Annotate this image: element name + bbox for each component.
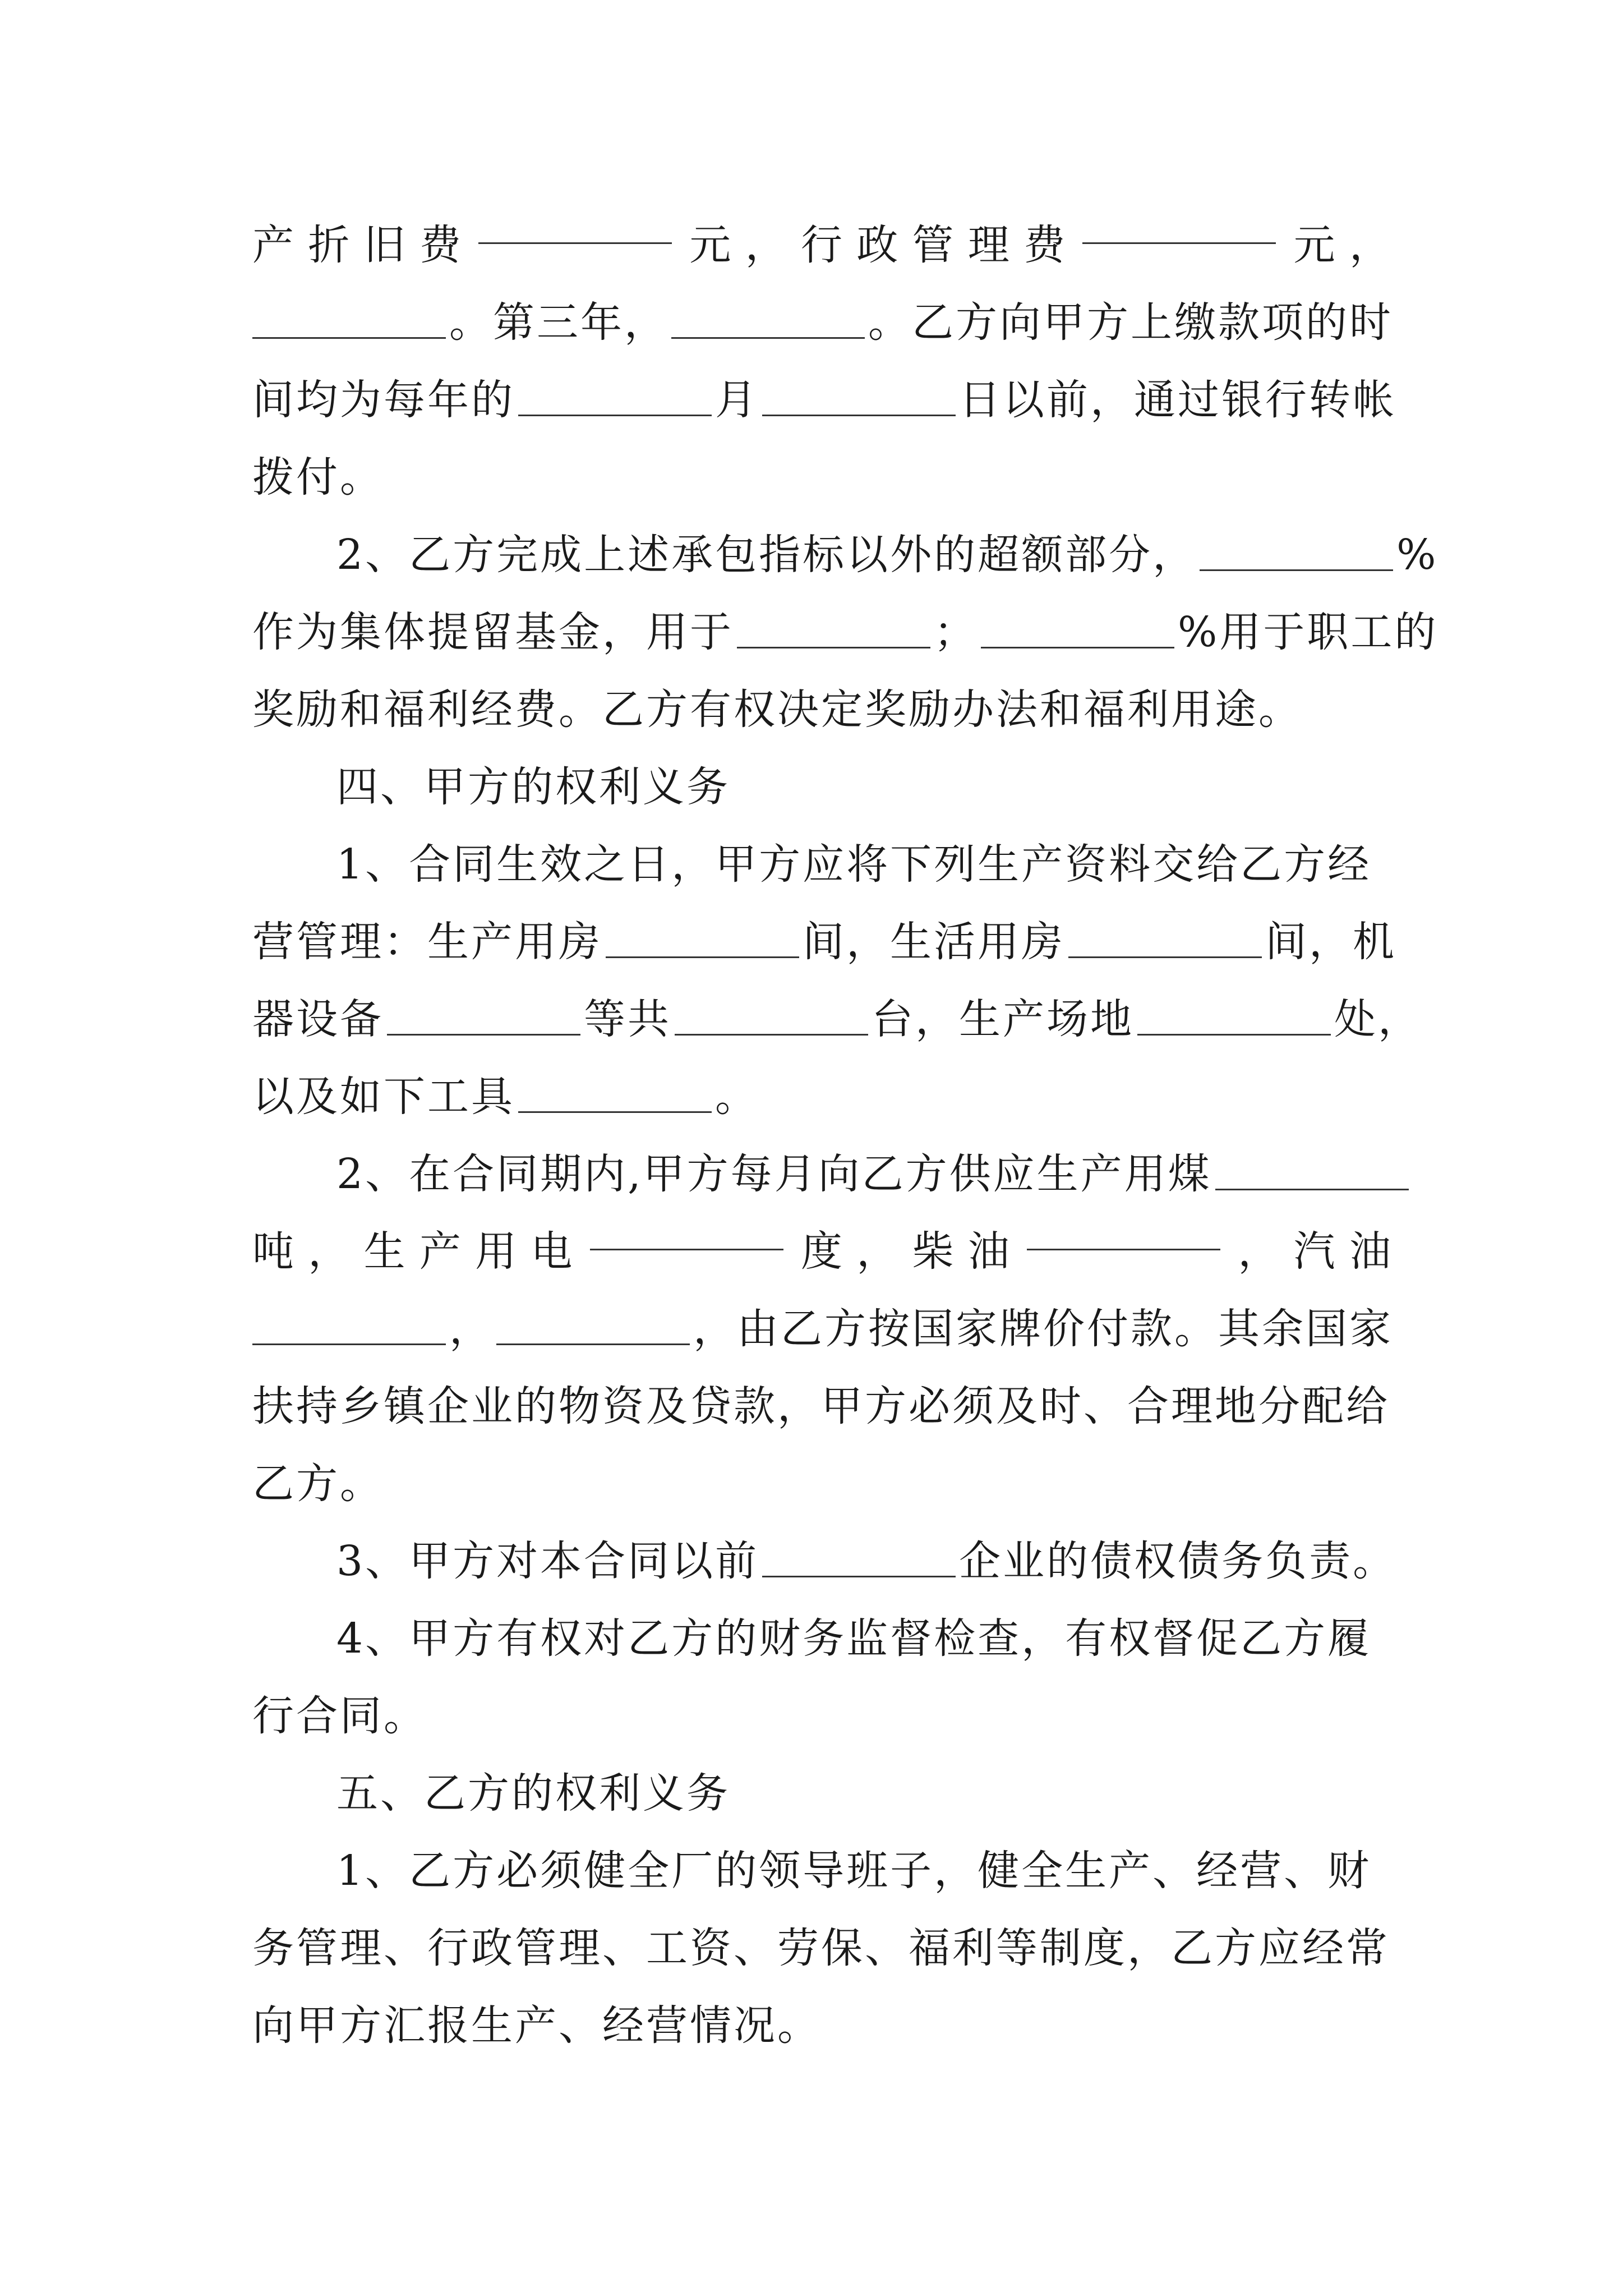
text: 。乙方向甲方上缴款项的时	[868, 298, 1393, 347]
p7-line3	[252, 1987, 1391, 2064]
fill-blank[interactable]	[1200, 536, 1393, 571]
text: 元	[689, 221, 731, 269]
text: ，	[449, 1305, 493, 1353]
text: 器设备	[252, 995, 384, 1043]
p2-line3	[252, 671, 1391, 748]
fill-blank[interactable]	[1027, 1215, 1220, 1250]
text: 间均为每年的	[252, 376, 515, 424]
text: 产	[252, 221, 294, 269]
section-heading-5	[252, 1755, 1391, 1832]
text: 等共	[584, 995, 671, 1043]
text: 生	[363, 1227, 405, 1276]
text: ，由乙方按国家牌价付款。其余国家	[693, 1305, 1393, 1353]
text: 月	[715, 376, 759, 424]
text: ；	[934, 608, 978, 656]
p3-line1	[252, 826, 1391, 903]
heading-text: 五、乙方的权利义务	[336, 1769, 730, 1818]
fill-blank[interactable]	[496, 1310, 690, 1345]
fill-blank[interactable]	[762, 381, 956, 416]
fill-blank[interactable]	[387, 1000, 580, 1036]
text: 扶持乡镇企业的物资及贷款，甲方必须及时、合理地分配给	[252, 1382, 1390, 1430]
p1-line3	[252, 361, 1396, 439]
fill-blank[interactable]	[1215, 1155, 1409, 1190]
document-body	[252, 206, 1438, 2064]
text: 向甲方汇报生产、经营情况。	[252, 2001, 821, 2050]
text: 处，	[1334, 995, 1422, 1043]
p3-line4	[252, 1058, 1391, 1135]
text: 以及如下工具	[252, 1073, 515, 1121]
text: ，	[1349, 221, 1391, 269]
text: 费	[1023, 221, 1066, 269]
text: 油	[967, 1227, 1009, 1276]
text: 吨	[252, 1227, 294, 1276]
text: 度	[800, 1227, 842, 1276]
fill-blank[interactable]	[762, 1542, 956, 1577]
p4-line5	[252, 1445, 1391, 1522]
text: 柴	[912, 1227, 954, 1276]
fill-blank[interactable]	[606, 923, 799, 958]
p6-line2	[252, 1677, 1391, 1755]
fill-blank[interactable]	[252, 1310, 446, 1345]
text: 台，生产场地	[872, 995, 1134, 1043]
p4-line2	[252, 1213, 1391, 1290]
text: 间，机	[1265, 918, 1396, 966]
fill-blank[interactable]	[478, 209, 672, 244]
fill-blank[interactable]	[252, 303, 446, 339]
fill-blank[interactable]	[590, 1215, 783, 1250]
text: 理	[967, 221, 1009, 269]
text: 行	[800, 221, 842, 269]
text: 。	[715, 1073, 759, 1121]
text: 费	[419, 221, 461, 269]
text: ，	[308, 1227, 350, 1276]
text: 元	[1293, 221, 1335, 269]
fill-blank[interactable]	[1137, 1000, 1331, 1036]
p4-line1	[252, 1135, 1391, 1213]
p6-line1	[252, 1600, 1391, 1677]
text: 企业的债权债务负责。	[959, 1537, 1397, 1585]
fill-blank[interactable]	[518, 381, 712, 416]
section-heading-4	[252, 748, 1391, 826]
p1-line1	[252, 206, 1391, 284]
text: %	[1396, 531, 1438, 579]
text: 。第三年，	[449, 298, 668, 347]
fill-blank[interactable]	[671, 303, 865, 339]
p4-line3	[252, 1290, 1391, 1368]
text: 管	[912, 221, 954, 269]
fill-blank[interactable]	[1082, 209, 1276, 244]
text: 1、乙方必须健全厂的领导班子，健全生产、经营、财	[336, 1847, 1372, 1895]
text: 务管理、行政管理、工资、劳保、福利等制度，乙方应经常	[252, 1924, 1390, 1972]
text: ，	[1238, 1227, 1280, 1276]
p3-line3	[252, 981, 1422, 1058]
p7-line2	[252, 1910, 1391, 1987]
p1-line2	[252, 284, 1391, 361]
text: 汽	[1293, 1227, 1335, 1276]
text: 2、乙方完成上述承包指标以外的超额部分，	[336, 531, 1197, 579]
text: 电	[531, 1227, 573, 1276]
fill-blank[interactable]	[675, 1000, 868, 1036]
text: 3、甲方对本合同以前	[336, 1537, 759, 1585]
text: 1、合同生效之日，甲方应将下列生产资料交给乙方经	[336, 840, 1372, 889]
p7-line1	[252, 1832, 1391, 1910]
text: 4、甲方有权对乙方的财务监督检查，有权督促乙方履	[336, 1614, 1372, 1663]
text: 用	[475, 1227, 517, 1276]
text: ，	[745, 221, 787, 269]
text: %用于职工的	[1178, 608, 1438, 656]
text: 奖励和福利经费。乙方有权决定奖励办法和福利用途。	[252, 685, 1302, 734]
text: 行合同。	[252, 1692, 427, 1740]
p2-line2	[252, 593, 1438, 671]
text: 间，生活用房	[803, 918, 1065, 966]
fill-blank[interactable]	[981, 613, 1174, 648]
text: 日以前，通过银行转帐	[959, 376, 1396, 424]
text: 油	[1349, 1227, 1391, 1276]
text: 营管理：生产用房	[252, 918, 602, 966]
text: 政	[856, 221, 898, 269]
p1-line4	[252, 439, 1391, 516]
text: 折	[308, 221, 350, 269]
p2-line1	[252, 516, 1438, 593]
heading-text: 四、甲方的权利义务	[336, 763, 730, 811]
text: 旧	[363, 221, 405, 269]
text: 2、在合同期内,甲方每月向乙方供应生产用煤	[336, 1150, 1212, 1198]
p4-line4	[252, 1368, 1391, 1445]
text: ，	[856, 1227, 898, 1276]
fill-blank[interactable]	[1068, 923, 1262, 958]
text: 乙方。	[252, 1460, 384, 1508]
fill-blank[interactable]	[737, 613, 930, 648]
p3-line2	[252, 903, 1396, 981]
text: 作为集体提留基金，用于	[252, 608, 734, 656]
text: 产	[419, 1227, 461, 1276]
text: 拨付。	[252, 453, 384, 501]
fill-blank[interactable]	[518, 1078, 712, 1113]
p5-line1	[252, 1522, 1397, 1600]
